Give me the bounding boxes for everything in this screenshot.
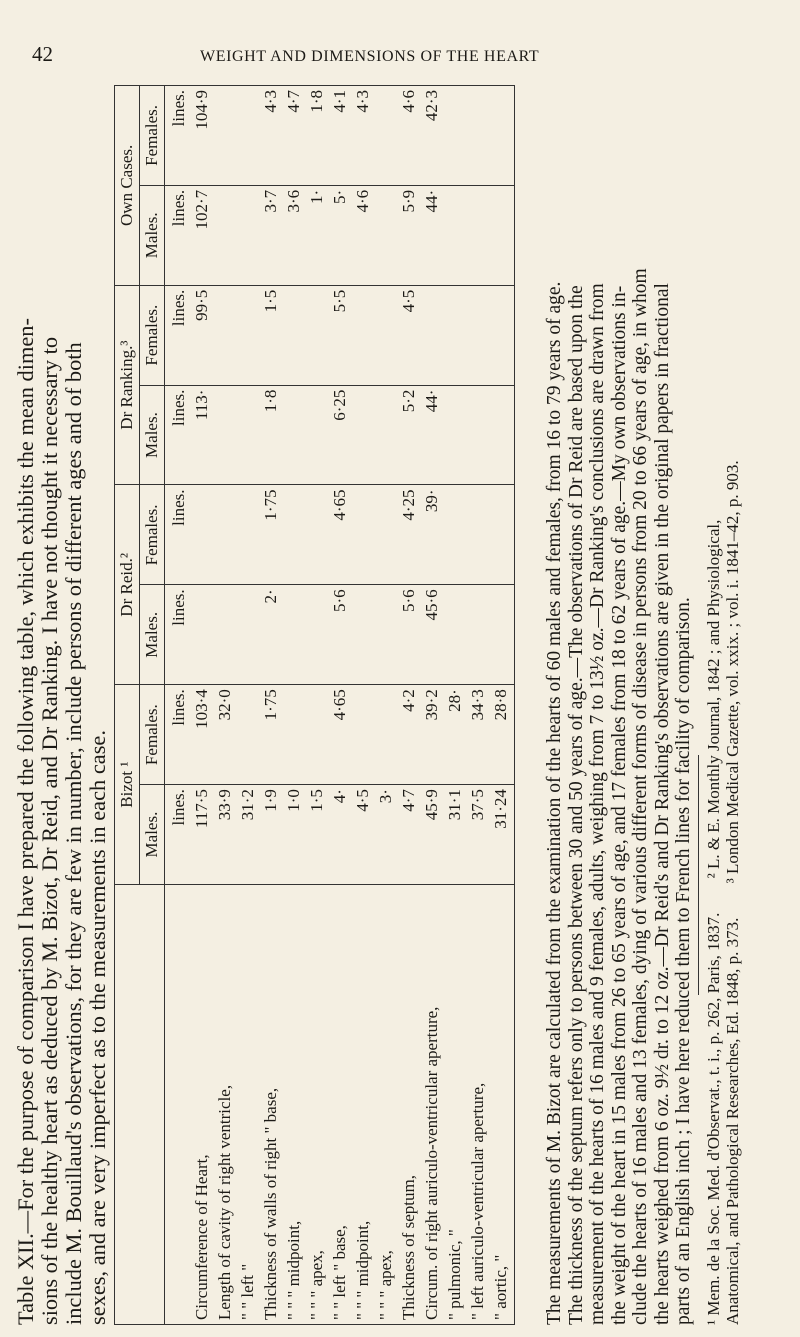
row-label: " left auriculo-ventricular aperture, (468, 1082, 487, 1320)
table-cell: 4·7 (284, 90, 303, 113)
table-cell: 1·9 (261, 789, 280, 812)
table-cell: 4·3 (353, 90, 372, 113)
table-cell (282, 490, 305, 581)
value-column (165, 685, 515, 785)
row-label: " aortic, " (491, 1254, 510, 1320)
unit-label: lines. (169, 789, 188, 826)
table-cell: 102·7 (192, 189, 211, 230)
table-cell: 32·0 (215, 689, 234, 721)
table-cell (236, 290, 259, 381)
table-cell: 103·4 (192, 689, 211, 729)
value-column (165, 485, 515, 585)
table-cell: 4·25 (399, 489, 418, 521)
table-cell: 6·25 (330, 389, 349, 421)
sex-header: Females. (140, 86, 165, 186)
table-cell: 5·2 (399, 389, 418, 413)
sex-header: Females. (140, 485, 165, 585)
value-column (165, 86, 515, 186)
intro-line: sions of the healthy heart as deduced by M. Bizot, Dr Reid, and Dr Ranking. I have not thought it necessary to (37, 336, 62, 1325)
table-cell (351, 589, 374, 680)
table-cell (466, 390, 489, 481)
table-cell: 31·24 (491, 789, 510, 829)
table-cell: 1· (307, 189, 326, 205)
table-cell: 4·6 (399, 90, 418, 113)
footnote-rule (698, 755, 699, 995)
table-cell (443, 390, 466, 481)
group-header: Bizot ¹ (115, 685, 140, 885)
comparison-table-wrap (114, 85, 515, 1325)
unit-label: lines. (169, 489, 188, 526)
table-cell (374, 390, 397, 481)
table-cell: 113· (192, 389, 211, 421)
table-cell: 28· (445, 689, 464, 712)
row-label: " " left " base, (330, 1225, 349, 1320)
table-body-row (165, 86, 515, 1325)
table-cell: 42·3 (422, 90, 441, 122)
note-line: clude the hearts of 16 males and 13 females, dying of various different forms of disease in persons from 20 to 66 years of age, in whom (630, 268, 651, 1325)
table-cell: 1·5 (307, 789, 326, 812)
table-cell: 5·5 (330, 289, 349, 313)
table-cell (236, 490, 259, 581)
unit-label: lines. (169, 389, 188, 426)
row-label: " pulmonic, " (445, 1229, 464, 1320)
table-cell (213, 290, 236, 381)
table-cell: 39· (422, 489, 441, 513)
table-cell (443, 589, 466, 680)
table-cell: 4· (330, 789, 349, 804)
table-cell (305, 490, 328, 581)
value-column (165, 185, 515, 285)
table-cell (489, 190, 512, 281)
table-cell (305, 589, 328, 680)
group-header-row (115, 86, 140, 1325)
table-cell: 5·6 (399, 589, 418, 613)
group-header: Dr Reid.² (115, 485, 140, 685)
table-cell: 45·6 (422, 589, 441, 621)
table-cell: 45·9 (422, 789, 441, 821)
table-cell (351, 490, 374, 581)
explanatory-notes (544, 89, 695, 1325)
rotated-page-content (14, 75, 794, 1325)
footnote-2: ² L. & E. Monthly Journal, 1842 ; and Physiological, (704, 519, 723, 879)
sex-header: Males. (140, 585, 165, 685)
note-line: The thickness of the septum refers only to persons between 30 and 50 years of age.—The observations of Dr Reid are based upon the (565, 285, 587, 1325)
row-label: Length of cavity of right ventricle, (215, 1084, 234, 1320)
unit-label: lines. (169, 189, 188, 227)
table-cell: 1·8 (307, 90, 326, 113)
row-label: " " " midpoint, (353, 1220, 372, 1320)
table-cell: 1·75 (261, 689, 280, 721)
unit-label: lines. (169, 689, 188, 726)
table-cell (236, 689, 259, 780)
note-line: the weight of the heart in 15 males from 26 to 65 years of age, and 17 females from 18 to 62 years of age.—My own observations in- (608, 285, 630, 1325)
row-label: " " " midpoint, (284, 1220, 303, 1320)
table-cell (489, 390, 512, 481)
comparison-table (114, 85, 515, 1325)
intro-line: Table XII.—For the purpose of comparison I have prepared the following table, which exhibits the mean dimen- (13, 318, 38, 1325)
table-cell (236, 90, 259, 181)
sex-header: Males. (140, 185, 165, 285)
intro-line: sexes, and are very imperfect as to the measurements in each case. (85, 730, 110, 1325)
running-head: WEIGHT AND DIMENSIONS OF THE HEART (200, 48, 540, 65)
table-cell (351, 390, 374, 481)
table-cell: 5· (330, 189, 349, 205)
table-cell: 4·5 (353, 789, 372, 812)
table-cell (466, 490, 489, 581)
table-cell (236, 589, 259, 680)
table-cell (213, 190, 236, 281)
table-cell (466, 190, 489, 281)
table-cell (190, 490, 213, 581)
unit-label: lines. (169, 289, 188, 327)
table-cell (489, 589, 512, 680)
table-cell: 1·5 (261, 289, 280, 313)
footnotes (704, 89, 742, 1325)
table-cell (305, 390, 328, 481)
table-intro (14, 95, 110, 1325)
table-cell (282, 589, 305, 680)
table-cell (236, 190, 259, 281)
group-header: Dr Ranking.³ (115, 285, 140, 485)
row-label: " " " apex, (376, 1250, 395, 1320)
table-cell (374, 689, 397, 780)
table-cell: 3· (376, 789, 395, 804)
footnote-1: ¹ Mem. de la Soc. Med. d'Observat., t. i., p. 262, Paris, 1837. (704, 912, 723, 1325)
table-cell: 2· (261, 589, 280, 604)
table-cell: 117·5 (192, 789, 211, 829)
table-cell (466, 290, 489, 381)
table-cell: 4·6 (353, 189, 372, 213)
group-header: Own Cases. (115, 86, 140, 286)
table-cell: 3·6 (284, 189, 303, 213)
table-cell: 3·7 (261, 189, 280, 213)
table-cell (351, 290, 374, 381)
table-cell (374, 589, 397, 680)
value-column (165, 785, 515, 885)
footnote-3: ³ London Medical Gazette, vol. xxix. ; vol. i. 1841–42, p. 903. (723, 460, 742, 884)
table-cell: 5·6 (330, 589, 349, 613)
intro-line: include M. Bouillaud's observations, for they are few in number, include persons of different ages and of both (61, 342, 86, 1325)
table-cell (282, 390, 305, 481)
note-line: parts of an English inch ; I have here reduced them to French lines for facility of comparison. (673, 597, 694, 1325)
table-cell: 33·9 (215, 789, 234, 821)
label-header (115, 885, 165, 1325)
table-cell (213, 490, 236, 581)
table-cell (443, 290, 466, 381)
table-cell (466, 589, 489, 680)
note-line: the hearts weighed from 6 oz. 9½ dr. to 12 oz.—Dr Reid's and Dr Ranking's observations are given in the original papers in fractional (651, 283, 673, 1325)
table-cell: 4·65 (330, 489, 349, 521)
table-cell (374, 90, 397, 181)
table-cell: 4·65 (330, 689, 349, 721)
table-cell: 39·2 (422, 689, 441, 721)
sex-header: Males. (140, 785, 165, 885)
table-cell: 4·3 (261, 90, 280, 113)
table-cell: 37·5 (468, 789, 487, 821)
table-cell: 31·2 (238, 789, 257, 821)
table-cell (466, 90, 489, 181)
value-column (165, 285, 515, 385)
table-cell (420, 290, 443, 381)
table-cell: 1·75 (261, 489, 280, 521)
table-cell (374, 290, 397, 381)
sex-header: Females. (140, 285, 165, 385)
table-cell (305, 689, 328, 780)
value-column (165, 385, 515, 485)
row-label: Circum. of right auriculo-ventricular aperture, (422, 1006, 441, 1320)
table-cell: 44· (422, 389, 441, 413)
table-cell: 5·9 (399, 189, 418, 213)
page-number: 42 (32, 42, 53, 66)
measurement-labels (165, 885, 515, 1325)
unit-label: lines. (169, 90, 188, 127)
row-label: Thickness of walls of right " base, (261, 1087, 280, 1320)
sex-header: Males. (140, 385, 165, 485)
note-line: measurement of the hearts of 16 males and 9 females, adults, weighing from 7 to 13½ oz.—Dr Ranking's conclusions are drawn from (587, 283, 608, 1325)
table-cell (489, 290, 512, 381)
table-cell (236, 390, 259, 481)
table-cell (489, 490, 512, 581)
table-cell (351, 689, 374, 780)
table-cell: 4·5 (399, 289, 418, 313)
table-cell (282, 290, 305, 381)
row-label: " " left " (238, 1263, 257, 1320)
table-cell: 1·8 (261, 389, 280, 413)
table-cell: 34·3 (468, 689, 487, 721)
table-cell: 1·0 (284, 789, 303, 812)
table-cell: 44· (422, 189, 441, 213)
value-column (165, 585, 515, 685)
table-cell (213, 390, 236, 481)
table-cell (443, 90, 466, 181)
footnote-2-continued: Anatomical, and Pathological Researches, Ed. 1848, p. 373. (723, 917, 742, 1325)
row-label: Circumference of Heart, (192, 1154, 211, 1320)
row-label: " " " apex, (307, 1250, 326, 1320)
table-cell (374, 190, 397, 281)
table-cell (213, 90, 236, 181)
table-cell: 31·1 (445, 789, 464, 821)
table-cell (305, 290, 328, 381)
table-cell: 4·1 (330, 90, 349, 113)
table-cell: 4·7 (399, 789, 418, 812)
table-cell: 99·5 (192, 289, 211, 321)
table-cell (443, 190, 466, 281)
row-label: Thickness of septum, (399, 1175, 418, 1320)
sex-header: Females. (140, 685, 165, 785)
note-line: The measurements of M. Bizot are calculated from the examination of the hearts of 60 males and females, from 16 to 79 years of age. (544, 281, 565, 1325)
table-cell (489, 90, 512, 181)
table-cell (213, 589, 236, 680)
table-cell (190, 589, 213, 680)
table-cell (443, 490, 466, 581)
table-cell: 28·8 (491, 689, 510, 721)
table-cell: 4·2 (399, 689, 418, 712)
table-cell (374, 490, 397, 581)
unit-label: lines. (169, 589, 188, 626)
table-cell: 104·9 (192, 90, 211, 130)
table-cell (282, 689, 305, 780)
